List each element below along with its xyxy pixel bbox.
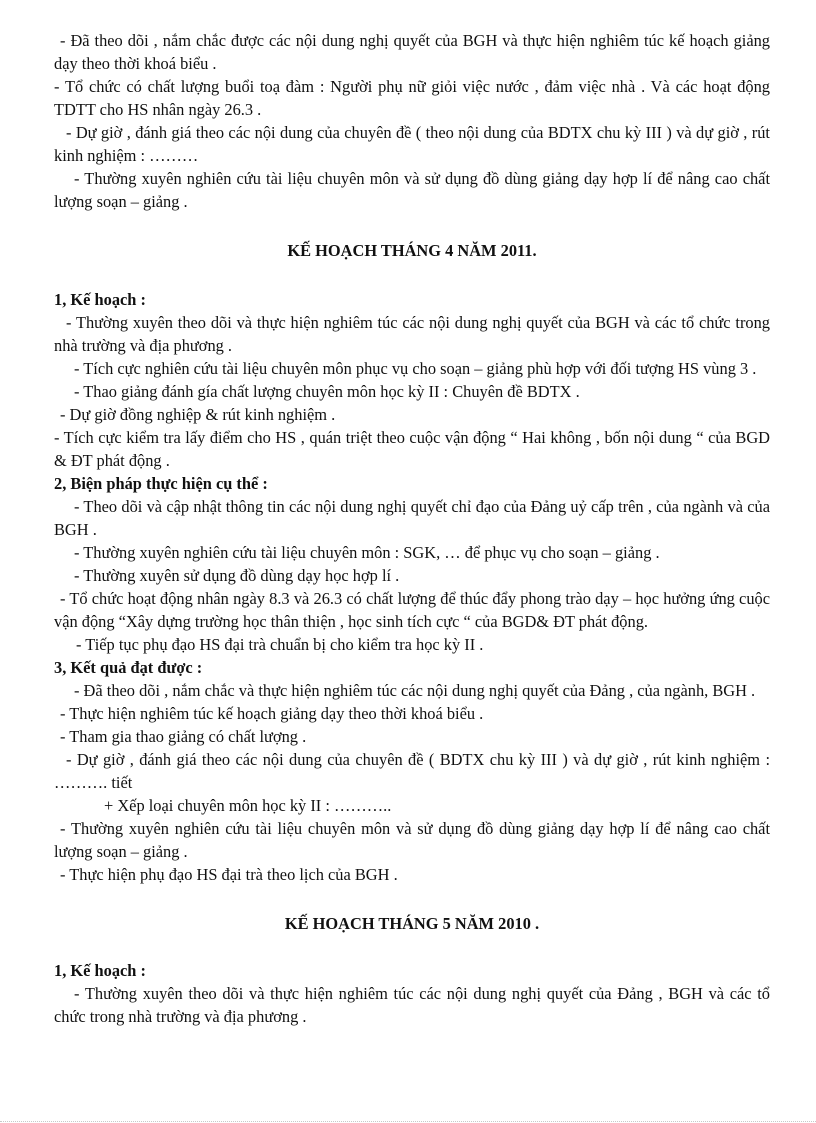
april-result-item: + Xếp loại chuyên môn học kỳ II : ……….. xyxy=(104,796,392,815)
april-plan-item: - Tích cực kiểm tra lấy điểm cho HS , quán triệt theo cuộc vận động “ Hai không , bốn nội dung “ của BGD & ĐT phát động . xyxy=(54,428,770,470)
may-plan-heading: 1, Kế hoạch : xyxy=(54,961,146,980)
april-plan-heading: 1, Kế hoạch : xyxy=(54,290,146,309)
april-results-heading: 3, Kết quả đạt được : xyxy=(54,658,203,677)
april-result-item: - Thực hiện nghiêm túc kế hoạch giảng dạy theo thời khoá biểu . xyxy=(60,704,484,723)
april-measure-item: - Thường xuyên nghiên cứu tài liệu chuyên môn : SGK, … để phục vụ cho soạn – giảng . xyxy=(74,543,660,562)
april-measure-item: - Tiếp tục phụ đạo HS đại trà chuẩn bị cho kiểm tra học kỳ II . xyxy=(76,635,484,654)
april-plan-title: KẾ HOẠCH THÁNG 4 NĂM 2011. xyxy=(287,241,537,260)
may-plan-item: - Thường xuyên theo dõi và thực hiện nghiêm túc các nội dung nghị quyết của Đảng , BGH và các tổ chức trong nhà trường và địa phương . xyxy=(54,984,770,1026)
april-result-item: - Dự giờ , đánh giá theo các nội dung của chuyên đề ( BDTX chu kỳ III ) và dự giờ , rút kinh nghiệm : ………. tiết xyxy=(54,750,770,792)
april-measure-item: - Thường xuyên sử dụng đồ dùng dạy học hợp lí . xyxy=(74,566,400,585)
april-plan-item: - Tích cực nghiên cứu tài liệu chuyên môn phục vụ cho soạn – giảng phù hợp với đối tượng HS vùng 3 . xyxy=(74,359,757,378)
intro-paragraph-4: - Thường xuyên nghiên cứu tài liệu chuyên môn và sử dụng đồ dùng giảng dạy hợp lí để nâng cao chất lượng soạn – giảng . xyxy=(54,169,770,211)
intro-paragraph-3: - Dự giờ , đánh giá theo các nội dung của chuyên đề ( theo nội dung của BDTX chu kỳ III ) và dự giờ , rút kinh nghiệm : ……… xyxy=(54,123,770,165)
intro-paragraph-2: - Tổ chức có chất lượng buổi toạ đàm : Người phụ nữ giỏi việc nước , đảm việc nhà . Và các hoạt động TDTT cho HS nhân ngày 26.3 . xyxy=(54,77,770,119)
april-result-item: - Tham gia thao giảng có chất lượng . xyxy=(60,727,307,746)
april-result-item: - Thường xuyên nghiên cứu tài liệu chuyên môn và sử dụng đồ dùng giảng dạy hợp lí để nâng cao chất lượng soạn – giảng . xyxy=(54,819,770,861)
april-result-item: - Đã theo dõi , nắm chắc và thực hiện nghiêm túc các nội dung nghị quyết của Đảng , của ngành, BGH . xyxy=(74,681,756,700)
april-plan-item: - Thao giảng đánh gía chất lượng chuyên môn học kỳ II : Chuyên đề BDTX . xyxy=(74,382,580,401)
april-measures-heading: 2, Biện pháp thực hiện cụ thể : xyxy=(54,474,268,493)
april-measure-item: - Theo dõi và cập nhật thông tin các nội dung nghị quyết chỉ đạo của Đảng uỷ cấp trên , của ngành và của BGH . xyxy=(54,497,770,539)
document-page xyxy=(54,29,770,1028)
page-bottom-divider xyxy=(0,1121,816,1122)
april-measure-item: - Tổ chức hoạt động nhân ngày 8.3 và 26.3 có chất lượng để thúc đẩy phong trào dạy – học hưởng ứng cuộc vận động “Xây dựng trường học thân thiện , học sinh tích cực “ của BGD& ĐT phát động. xyxy=(54,589,770,631)
april-plan-item: - Thường xuyên theo dõi và thực hiện nghiêm túc các nội dung nghị quyết của BGH và các tổ chức trong nhà trường và địa phương . xyxy=(54,313,770,355)
intro-paragraph-1: - Đã theo dõi , nắm chắc được các nội dung nghị quyết của BGH và thực hiện nghiêm túc kế hoạch giảng dạy theo thời khoá biểu . xyxy=(54,31,770,73)
may-plan-title: KẾ HOẠCH THÁNG 5 NĂM 2010 . xyxy=(284,914,540,933)
april-result-item: - Thực hiện phụ đạo HS đại trà theo lịch của BGH . xyxy=(60,865,398,884)
april-plan-item: - Dự giờ đồng nghiệp & rút kinh nghiệm . xyxy=(60,405,336,424)
